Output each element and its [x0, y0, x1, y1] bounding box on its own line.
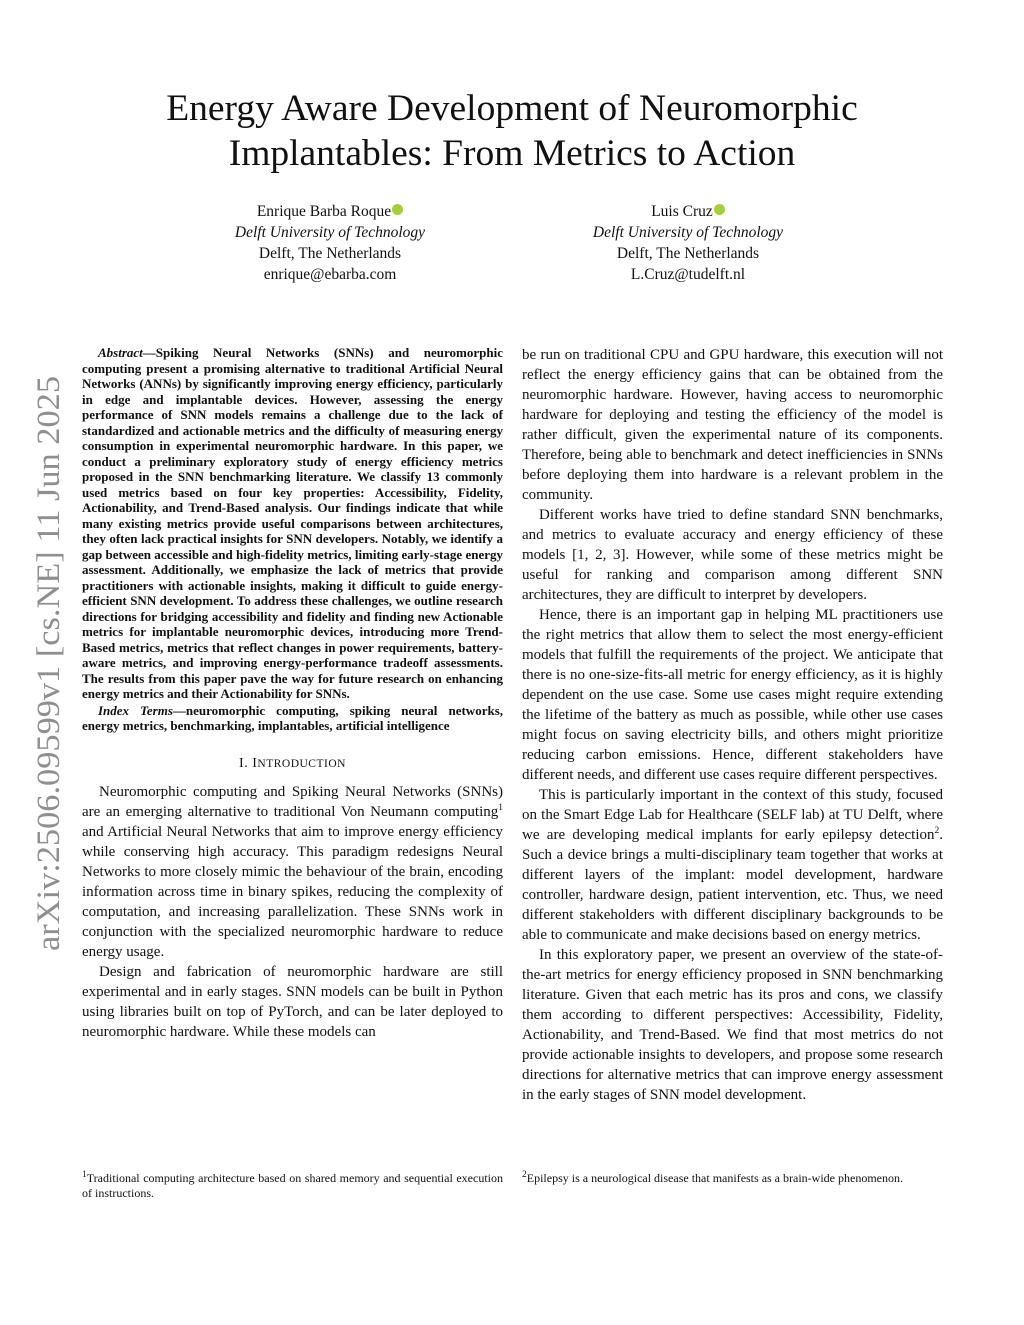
footnote-mark: 1 [82, 1170, 87, 1180]
intro-paragraph-1 [82, 782, 503, 962]
paper-title-line-2: Implantables: From Metrics to Action [228, 133, 796, 174]
abstract [82, 345, 503, 702]
intro-paragraph-6: In this exploratory paper, we present an overview of the state-of-the-art metrics for energy efficiency proposed in SNN benchmarking literature. Given that each metric has its pros and cons, we classify them according to different perspectives: Accessibility, Fidelity, Actionability, and Trend-Based. We find that most metrics do not provide actionable insights to developers, and propose some research directions for alternative metrics that can improve energy assessment in the early stages of SNN model development. [522, 947, 943, 1103]
section-title-rest: NTRODUCTION [257, 757, 346, 770]
intro-p1-text-a: Neuromorphic computing and Spiking Neural Networks (SNNs) are an emerging alternative to traditional Von Neumann computing [82, 783, 503, 820]
abstract-dash: — [142, 345, 156, 360]
intro-paragraph-2: Design and fabrication of neuromorphic hardware are still experimental and in early stages. SNN models can be built in Python using libraries built on top of PyTorch, and can be later deployed to neuromorphic hardware. While these models can [82, 963, 503, 1040]
intro-paragraph-continued: be run on traditional CPU and GPU hardware, this execution will not reflect the energy efficiency gains that can be obtained from the neuromorphic hardware. However, having access to neuromorphic hardware for deploying and testing the efficiency of the model is rather difficult, given the experimental nature of its components. Therefore, being able to benchmark and detect inefficiencies in SNNs before deploying them into hardware is a relevant problem in the community. [522, 347, 943, 503]
footnote-2 [522, 1171, 943, 1186]
arxiv-identifier-text: arXiv:2506.09599v1 [cs.NE] 11 Jun 2025 [31, 398, 67, 951]
left-column [82, 345, 503, 1042]
section-title-initial: I [252, 755, 258, 771]
author-block-1 [180, 201, 480, 285]
abstract-label: Abstract [98, 345, 143, 360]
footnote-mark: 2 [522, 1170, 527, 1180]
footnote-text: Epilepsy is a neurological disease that manifests as a brain-wide phenomenon. [526, 1171, 903, 1185]
paper-title-line-1: Energy Aware Development of Neuromorphic [166, 88, 858, 129]
section-heading-introduction [82, 756, 503, 772]
author-affiliation: Delft University of Technology [234, 224, 426, 241]
footnote-ref-2[interactable]: 2 [934, 826, 940, 836]
orcid-icon[interactable] [714, 204, 725, 215]
footnote-1 [82, 1171, 503, 1200]
index-terms-dash: — [172, 702, 186, 718]
author-email[interactable]: L.Cruz@tudelft.nl [630, 266, 746, 283]
author-location: Delft, The Netherlands [616, 245, 760, 262]
intro-p1-text-b: and Artificial Neural Networks that aim to improve energy efficiency while conserving high accuracy. This paradigm redesigns Neural Networks to more closely mimic the behaviour of the brain, encoding information across time in binary spikes, reducing the complexity of computation, and increasing parallelization. These SNNs work in conjunction with the specialized neuromorphic hardware to reduce energy usage. [82, 823, 503, 960]
author-location: Delft, The Netherlands [258, 245, 402, 262]
author-affiliation: Delft University of Technology [592, 224, 784, 241]
abstract-text: Spiking Neural Networks (SNNs) and neuromorphic computing present a promising alternative to traditional Artificial Neural Networks (ANNs) by significantly improving energy efficiency, particularly in edge and implantable devices. However, assessing the energy performance of SNN models remains a challenge due to the lack of standardized and actionable metrics and the difficulty of measuring energy consumption in experimental neuromorphic hardware. In this paper, we conduct a preliminary exploratory study of energy efficiency metrics proposed in the SNN benchmarking literature. We classify 13 commonly used metrics based on four key properties: Accessibility, Fidelity, Actionability, and Trend-Based analysis. Our findings indicate that while many existing metrics provide useful comparisons between architectures, they often lack practical insights for SNN developers. Notably, we identify a gap between accessible and high-fidelity metrics, limiting early-stage energy assessment. Additionally, we emphasize the lack of metrics that provide practitioners with actionable insights, making it difficult to guide energy-efficient SNN development. To address these challenges, we outline research directions for bridging accessibility and fidelity and finding new Actionable metrics for implantable neuromorphic devices, introducing more Trend-Based metrics, metrics that reflect changes in power requirements, battery-aware metrics, and improving energy-performance tradeoff assessments. The results from this paper pave the way for future research on enhancing energy metrics and their Actionability for SNNs. [82, 345, 503, 701]
author-name: Luis Cruz [651, 203, 713, 220]
footnote-text: Traditional computing architecture based on shared memory and sequential execution of instructions. [82, 1171, 503, 1200]
index-terms-text: neuromorphic computing, spiking neural networks, energy metrics, benchmarking, implantables, artificial intelligence [82, 702, 503, 733]
intro-p5-text-b: . Such a device brings a multi-disciplinary team together that works at different layers of the implant: model development, hardware controller, hardware design, patient intervention, etc. Thus, we need different stakeholders with different disciplinary backgrounds to be able to communicate and make decisions based on energy metrics. [522, 827, 943, 943]
footnote-ref-1[interactable]: 1 [498, 802, 503, 813]
author-email[interactable]: enrique@ebarba.com [263, 266, 397, 283]
author-name: Enrique Barba Roque [256, 203, 392, 220]
right-column [522, 345, 943, 1105]
intro-paragraph-3: Different works have tried to define standard SNN benchmarks, and metrics to evaluate accuracy and energy efficiency of these models [1, 2, 3]. However, while some of these metrics might be useful for ranking and comparison among different SNN architectures, they are difficult to interpret by developers. [522, 507, 943, 603]
index-terms [82, 703, 503, 734]
author-block-2 [538, 201, 838, 285]
intro-p5-text-a: This is particularly important in the context of this study, focused on the Smart Edge Lab for Healthcare (SELF lab) at TU Delft, where we are developing medical implants for early epilepsy detection [522, 787, 943, 843]
index-terms-label: Index Terms [98, 702, 173, 718]
section-number: I. [239, 755, 253, 771]
arxiv-identifier-stamp [14, 373, 74, 953]
paper-title [90, 86, 934, 176]
intro-paragraph-4: Hence, there is an important gap in helping ML practitioners use the right metrics that allow them to select the most energy-efficient models that fulfill the requirements of the project. We anticipate that there is no one-size-fits-all metric for energy efficiency, as it is highly dependent on the use case. Some use cases might require extending the lifetime of the battery as much as possible, while other use cases might focus on saving electricity bills, and others might prioritize reducing carbon emissions. Hence, different stakeholders have different needs, and different use cases require different perspectives. [522, 607, 943, 783]
orcid-icon[interactable] [392, 204, 403, 215]
intro-paragraph-5 [522, 785, 943, 945]
